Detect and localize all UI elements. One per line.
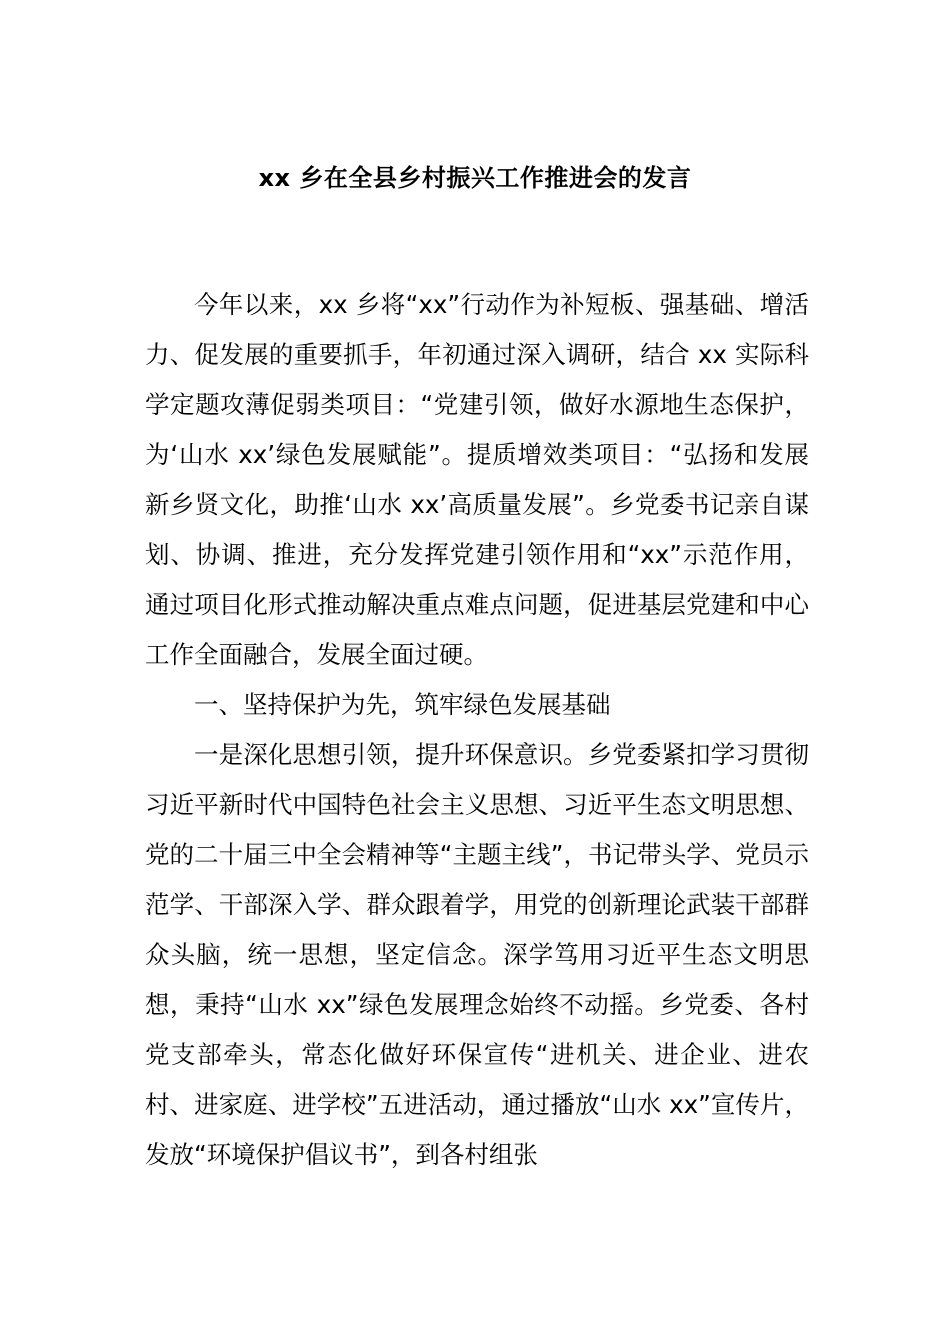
paragraph-point-1: 一是深化思想引领，提升环保意识。乡党委紧扣学习贯彻习近平新时代中国特色社会主义思想、习近平生态文明思想、党的二十届三中全会精神等“主题主线”，书记带头学、党员示范学、干部深入学、群众跟着学，用党的创新理论武装干部群众头脑，统一思想，坚定信念。深学笃用习近平生态文明思想，秉持“山水 xx”绿色发展理念始终不动摇。乡党委、各村党支部牵头，常态化做好环保宣传“进机关、进企业、进农村、进家庭、进学校”五进活动，通过播放“山水 xx”宣传片，发放“环境保护倡议书”，到各村组张 — [145, 740, 809, 1169]
document-body — [145, 280, 809, 1180]
document-title: xx 乡在全县乡村振兴工作推进会的发言 — [258, 164, 692, 192]
section-heading-1: 一、坚持保护为先，筑牢绿色发展基础 — [194, 690, 611, 719]
paragraph-intro: 今年以来，xx 乡将“xx”行动作为补短板、强基础、增活力、促发展的重要抓手，年初通过深入调研，结合 xx 实际科学定题攻薄促弱类项目：“党建引领，做好水源地生态保护，为‘山水 xx’绿色发展赋能”。提质增效类项目：“弘扬和发展新乡贤文化，助推‘山水 xx’高质量发展”。乡党委书记亲自谋划、协调、推进，充分发挥党建引领作用和“xx”示范作用，通过项目化形式推动解决重点难点问题，促进基层党建和中心工作全面融合，发展全面过硬。 — [145, 290, 809, 669]
